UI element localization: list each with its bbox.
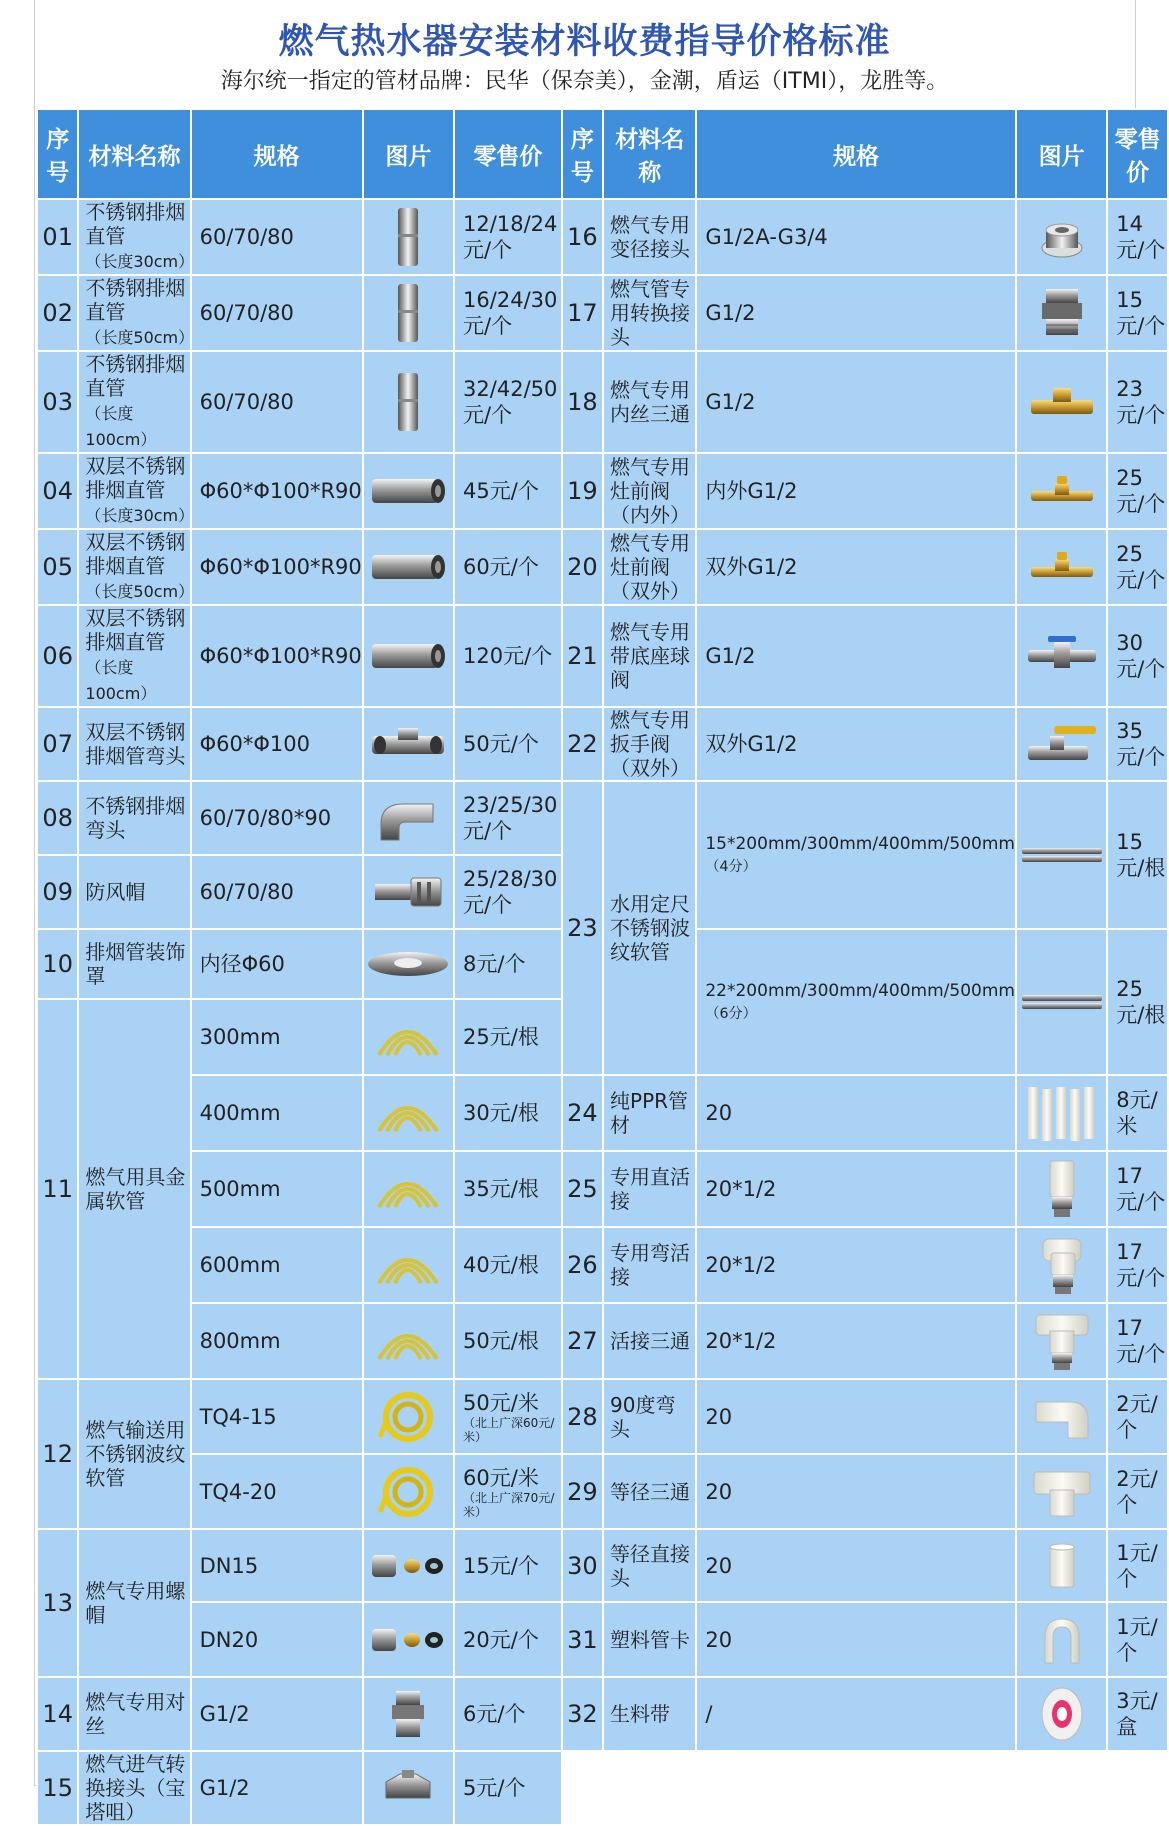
item-price: 2元/个: [1107, 1379, 1168, 1454]
ring-icon: [366, 949, 450, 979]
item-spec-text: 22*200mm/300mm/400mm/500mm: [705, 980, 1015, 1001]
item-name-note: （长度100cm）: [85, 658, 157, 703]
ppr-union-icon: [1042, 1157, 1082, 1221]
item-name-text: 双层不锈钢排烟直管: [85, 606, 186, 654]
item-picture: [1016, 1602, 1107, 1677]
item-no: 01: [37, 199, 78, 275]
ppr-tee-union-icon: [1032, 1309, 1092, 1373]
item-name-note: （长度50cm）: [85, 582, 195, 601]
metal-hose-icon: [373, 1167, 443, 1211]
item-name: [78, 605, 190, 707]
item-no: 05: [37, 529, 78, 605]
item-spec: 800mm: [191, 1303, 363, 1379]
item-picture: [1016, 1379, 1107, 1454]
item-spec: 20: [696, 1379, 1016, 1454]
table-row: [37, 605, 1168, 707]
item-price: 3元/盒: [1107, 1677, 1168, 1751]
item-spec: G1/2A-G3/4: [696, 199, 1016, 275]
straight-pipe-icon: [393, 282, 423, 344]
item-name: 生料带: [603, 1677, 696, 1751]
double-pipe-icon: [368, 474, 448, 508]
base-ball-valve-icon: [1024, 634, 1100, 678]
item-no: 15: [37, 1751, 78, 1825]
item-picture: [1016, 199, 1107, 275]
item-spec: [696, 929, 1016, 1075]
header-spec: 规格: [191, 109, 363, 199]
item-spec-note: （6分）: [705, 1005, 757, 1022]
item-picture: [363, 1677, 454, 1751]
item-no: 21: [562, 605, 603, 707]
header-spec-right: 规格: [696, 109, 1016, 199]
header-price: 零售价: [454, 109, 562, 199]
item-picture: [363, 1227, 454, 1303]
yellow-coil-icon: [378, 1462, 438, 1522]
double-pipe-icon: [368, 639, 448, 673]
corrugated-hose-icon: [1020, 845, 1104, 865]
reducer-icon: [1032, 212, 1092, 262]
item-spec: 20: [696, 1075, 1016, 1151]
item-spec: DN15: [191, 1529, 363, 1602]
item-name: 燃气专用灶前阀（双外）: [603, 529, 696, 605]
item-picture: [1016, 781, 1107, 929]
item-name: 燃气专用变径接头: [603, 199, 696, 275]
item-price: 15元/个: [454, 1529, 562, 1602]
ppr-coupling-icon: [1042, 1541, 1082, 1591]
table-row: [37, 1602, 1168, 1677]
item-name: 燃气用具金属软管: [78, 999, 190, 1379]
item-no: 30: [562, 1529, 603, 1602]
item-name-text: 不锈钢排烟直管: [85, 200, 186, 248]
item-price: 25元/根: [1107, 929, 1168, 1075]
item-price: 2元/个: [1107, 1454, 1168, 1529]
item-name: 专用直活接: [603, 1151, 696, 1227]
straight-pipe-icon: [393, 206, 423, 268]
item-name: 燃气专用内丝三通: [603, 351, 696, 453]
item-picture: [363, 929, 454, 999]
item-spec: 20*1/2: [696, 1151, 1016, 1227]
item-spec: 20: [696, 1454, 1016, 1529]
item-spec: 60/70/80: [191, 275, 363, 351]
elbow-icon: [373, 790, 443, 846]
item-name: 燃气专用灶前阀（内外）: [603, 453, 696, 529]
header-price-right: 零售价: [1107, 109, 1168, 199]
table-row: [37, 529, 1168, 605]
table-row: [37, 1303, 1168, 1379]
item-picture: [363, 1454, 454, 1529]
ppr-tee-icon: [1030, 1464, 1094, 1520]
item-picture: [1016, 1303, 1107, 1379]
item-picture: [363, 275, 454, 351]
header-pic: 图片: [363, 109, 454, 199]
item-no: 12: [37, 1379, 78, 1529]
item-spec: 60/70/80: [191, 199, 363, 275]
nut-set-icon: [368, 1623, 448, 1657]
item-price: 50元/个: [454, 707, 562, 781]
metal-hose-icon: [373, 1243, 443, 1287]
item-no: 16: [562, 199, 603, 275]
ppr-elbow-icon: [1030, 1392, 1094, 1442]
item-name: [78, 453, 195, 529]
item-spec: Φ60*Φ100*R90: [191, 529, 363, 605]
item-price: 50元/根: [454, 1303, 562, 1379]
item-no: 02: [37, 275, 78, 351]
item-price: 12/18/24元/个: [454, 199, 562, 275]
item-picture: [363, 529, 454, 605]
item-no: 25: [562, 1151, 603, 1227]
gas-valve-icon: [1027, 549, 1097, 585]
item-name-text: 不锈钢排烟直管: [85, 276, 186, 324]
item-picture: [363, 707, 454, 781]
item-name-text: 不锈钢排烟直管: [85, 352, 186, 400]
item-spec: /: [696, 1677, 1016, 1751]
metal-hose-icon: [373, 1015, 443, 1059]
item-price-note: （北上广深70元/米）: [463, 1490, 555, 1519]
item-price-text: 60元/米: [463, 1465, 539, 1490]
item-name: 等径三通: [603, 1454, 696, 1529]
item-price: 35元/个: [1107, 707, 1168, 781]
item-picture: [363, 605, 454, 707]
item-no: 27: [562, 1303, 603, 1379]
item-spec: 20: [696, 1602, 1016, 1677]
item-picture: [1016, 929, 1107, 1075]
item-price: 30元/个: [1107, 605, 1168, 707]
header-name: 材料名称: [78, 109, 190, 199]
item-spec: 双外G1/2: [696, 529, 1016, 605]
ptfe-tape-icon: [1037, 1686, 1087, 1742]
nut-set-icon: [368, 1549, 448, 1583]
page-title: 燃气热水器安装材料收费指导价格标准: [278, 22, 891, 62]
header-name-right: 材料名称: [603, 109, 696, 199]
table-row: [37, 1075, 1168, 1151]
item-no: 14: [37, 1677, 78, 1751]
item-price: 6元/个: [454, 1677, 562, 1751]
item-no: 10: [37, 929, 78, 999]
item-price: 15元/个: [1107, 275, 1168, 351]
item-name: 燃气输送用不锈钢波纹软管: [78, 1379, 190, 1529]
item-no: 29: [562, 1454, 603, 1529]
item-price: 1元/个: [1107, 1602, 1168, 1677]
nipple-icon: [386, 1687, 430, 1741]
item-name: [78, 351, 190, 453]
item-spec: 500mm: [191, 1151, 363, 1227]
item-name: [78, 199, 195, 275]
table-row: [37, 781, 1168, 855]
item-picture: [363, 1751, 454, 1825]
item-price: 20元/个: [454, 1602, 562, 1677]
item-spec: 内径Φ60: [191, 929, 363, 999]
item-price: 45元/个: [454, 453, 562, 529]
item-spec-note: （4分）: [705, 858, 757, 875]
item-name: 专用弯活接: [603, 1227, 696, 1303]
item-price-note: （北上广深60元/米）: [463, 1415, 555, 1444]
item-spec: 双外G1/2: [696, 707, 1016, 781]
item-price: [454, 1454, 562, 1529]
item-picture: [1016, 1454, 1107, 1529]
item-price: 25元/个: [1107, 453, 1168, 529]
item-picture: [1016, 1151, 1107, 1227]
table-row: [37, 1454, 1168, 1529]
item-picture: [363, 1303, 454, 1379]
item-price: 15元/根: [1107, 781, 1168, 929]
item-name-note: （长度30cm）: [85, 506, 195, 525]
item-no: 08: [37, 781, 78, 855]
item-name: 纯PPR管材: [603, 1075, 696, 1151]
ppr-elbow-union-icon: [1037, 1233, 1087, 1297]
item-picture: [363, 453, 454, 529]
item-no: 04: [37, 453, 78, 529]
item-picture: [1016, 1075, 1107, 1151]
item-price: 17元/个: [1107, 1151, 1168, 1227]
item-name: 防风帽: [78, 855, 190, 929]
item-picture: [1016, 351, 1107, 453]
item-spec: Φ60*Φ100*R90: [191, 605, 363, 707]
adapter-icon: [1032, 285, 1092, 341]
lever-valve-icon: [1024, 720, 1100, 768]
item-name: 燃气进气转换接头（宝塔咀）: [78, 1751, 190, 1825]
item-name: 活接三通: [603, 1303, 696, 1379]
item-spec: 内外G1/2: [696, 453, 1016, 529]
table-row: [37, 1529, 1168, 1602]
item-name: 燃气专用螺帽: [78, 1529, 190, 1677]
item-name: 90度弯头: [603, 1379, 696, 1454]
item-name: 双层不锈钢排烟管弯头: [78, 707, 190, 781]
item-price: 35元/根: [454, 1151, 562, 1227]
item-picture: [1016, 275, 1107, 351]
table-row: [37, 199, 1168, 275]
item-price: 14元/个: [1107, 199, 1168, 275]
item-spec: 600mm: [191, 1227, 363, 1303]
empty-cell: [562, 1751, 1168, 1825]
item-no: 24: [562, 1075, 603, 1151]
metal-hose-icon: [373, 1319, 443, 1363]
item-picture: [363, 1075, 454, 1151]
item-picture: [1016, 707, 1107, 781]
item-picture: [363, 1602, 454, 1677]
item-name-text: 双层不锈钢排烟直管: [85, 530, 186, 578]
item-no: 03: [37, 351, 78, 453]
header-no-right: 序号: [562, 109, 603, 199]
item-spec: G1/2: [696, 605, 1016, 707]
item-price: 60元/个: [454, 529, 562, 605]
item-picture: [363, 1151, 454, 1227]
table-row: [37, 1379, 1168, 1454]
item-spec: G1/2: [696, 275, 1016, 351]
page-subtitle: 海尔统一指定的管材品牌：民华（保奈美），金潮，盾运（ITMI），龙胜等。: [220, 69, 949, 94]
item-price: 16/24/30元/个: [454, 275, 562, 351]
item-name: [78, 275, 195, 351]
brass-tee-icon: [1027, 382, 1097, 422]
table-row: [37, 1751, 1168, 1825]
header-no: 序号: [37, 109, 78, 199]
item-price: 5元/个: [454, 1751, 562, 1825]
item-no: 09: [37, 855, 78, 929]
item-no: 13: [37, 1529, 78, 1677]
hose-barb-icon: [380, 1768, 436, 1808]
pipe-clip-icon: [1037, 1613, 1087, 1667]
item-spec: 60/70/80: [191, 351, 363, 453]
item-picture: [363, 781, 454, 855]
item-price: 1元/个: [1107, 1529, 1168, 1602]
ppr-pipes-icon: [1022, 1083, 1102, 1143]
item-spec: 60/70/80*90: [191, 781, 363, 855]
windcap-icon: [371, 872, 445, 912]
item-spec: 20*1/2: [696, 1227, 1016, 1303]
item-spec-text: 15*200mm/300mm/400mm/500mm: [705, 833, 1015, 854]
item-no: 19: [562, 453, 603, 529]
straight-pipe-icon: [393, 371, 423, 433]
table-row: [37, 1227, 1168, 1303]
item-picture: [363, 1379, 454, 1454]
item-no: 07: [37, 707, 78, 781]
item-spec: DN20: [191, 1602, 363, 1677]
double-elbow-icon: [368, 724, 448, 764]
item-spec: [696, 781, 1016, 929]
item-spec: TQ4-20: [191, 1454, 363, 1529]
item-spec: 20: [696, 1529, 1016, 1602]
item-spec: 300mm: [191, 999, 363, 1075]
item-picture: [1016, 453, 1107, 529]
item-picture: [363, 199, 454, 275]
item-picture: [1016, 1529, 1107, 1602]
table-row: [37, 275, 1168, 351]
item-name-text: 双层不锈钢排烟直管: [85, 454, 186, 502]
item-name-note: （长度100cm）: [85, 404, 157, 449]
item-no: 26: [562, 1227, 603, 1303]
item-price: 25/28/30元/个: [454, 855, 562, 929]
item-name: 燃气管专用转换接头: [603, 275, 696, 351]
item-price: 23/25/30元/个: [454, 781, 562, 855]
item-spec: G1/2: [191, 1751, 363, 1825]
item-picture: [363, 1529, 454, 1602]
item-name: [78, 529, 195, 605]
item-no: 23: [562, 781, 603, 1075]
item-picture: [363, 999, 454, 1075]
item-price: [454, 1379, 562, 1454]
item-price: 120元/个: [454, 605, 562, 707]
item-name: 塑料管卡: [603, 1602, 696, 1677]
item-no: 18: [562, 351, 603, 453]
item-no: 20: [562, 529, 603, 605]
gas-valve-icon: [1027, 473, 1097, 509]
item-price: 17元/个: [1107, 1303, 1168, 1379]
item-price: 25元/个: [1107, 529, 1168, 605]
item-name: 水用定尺不锈钢波纹软管: [603, 781, 696, 1075]
item-no: 31: [562, 1602, 603, 1677]
item-spec: 20*1/2: [696, 1303, 1016, 1379]
item-name-note: （长度30cm）: [85, 252, 195, 271]
table-row: [37, 1151, 1168, 1227]
item-price: 32/42/50元/个: [454, 351, 562, 453]
item-picture: [363, 855, 454, 929]
item-price: 30元/根: [454, 1075, 562, 1151]
item-spec: G1/2: [696, 351, 1016, 453]
yellow-coil-icon: [378, 1387, 438, 1447]
item-spec: 400mm: [191, 1075, 363, 1151]
item-price: 23元/个: [1107, 351, 1168, 453]
item-name: 燃气专用对丝: [78, 1677, 190, 1751]
item-price: 25元/根: [454, 999, 562, 1075]
item-name: 燃气专用扳手阀（双外）: [603, 707, 696, 781]
item-no: 11: [37, 999, 78, 1379]
item-price-text: 50元/米: [463, 1390, 539, 1415]
item-price: 40元/根: [454, 1227, 562, 1303]
item-no: 28: [562, 1379, 603, 1454]
item-spec: Φ60*Φ100: [191, 707, 363, 781]
item-spec: Φ60*Φ100*R90: [191, 453, 363, 529]
item-picture: [1016, 529, 1107, 605]
item-spec: G1/2: [191, 1677, 363, 1751]
item-picture: [1016, 1677, 1107, 1751]
table-row: [37, 453, 1168, 529]
item-price: 8元/个: [454, 929, 562, 999]
item-price: 17元/个: [1107, 1227, 1168, 1303]
item-no: 32: [562, 1677, 603, 1751]
item-price: 8元/米: [1107, 1075, 1168, 1151]
header-row: [37, 109, 1168, 199]
item-name: 排烟管装饰罩: [78, 929, 190, 999]
item-spec: TQ4-15: [191, 1379, 363, 1454]
table-row: [37, 1677, 1168, 1751]
item-picture: [363, 351, 454, 453]
item-name: 燃气专用带底座球阀: [603, 605, 696, 707]
item-picture: [1016, 605, 1107, 707]
item-picture: [1016, 1227, 1107, 1303]
item-no: 06: [37, 605, 78, 707]
item-name: 等径直接头: [603, 1529, 696, 1602]
corrugated-hose-icon: [1020, 992, 1104, 1012]
double-pipe-icon: [368, 550, 448, 584]
item-name-note: （长度50cm）: [85, 328, 195, 347]
table-row: [37, 707, 1168, 781]
header-pic-right: 图片: [1016, 109, 1107, 199]
item-no: 17: [562, 275, 603, 351]
item-name: 不锈钢排烟弯头: [78, 781, 190, 855]
table-row: [37, 351, 1168, 453]
price-table: [36, 108, 1169, 1826]
item-no: 22: [562, 707, 603, 781]
metal-hose-icon: [373, 1091, 443, 1135]
item-spec: 60/70/80: [191, 855, 363, 929]
